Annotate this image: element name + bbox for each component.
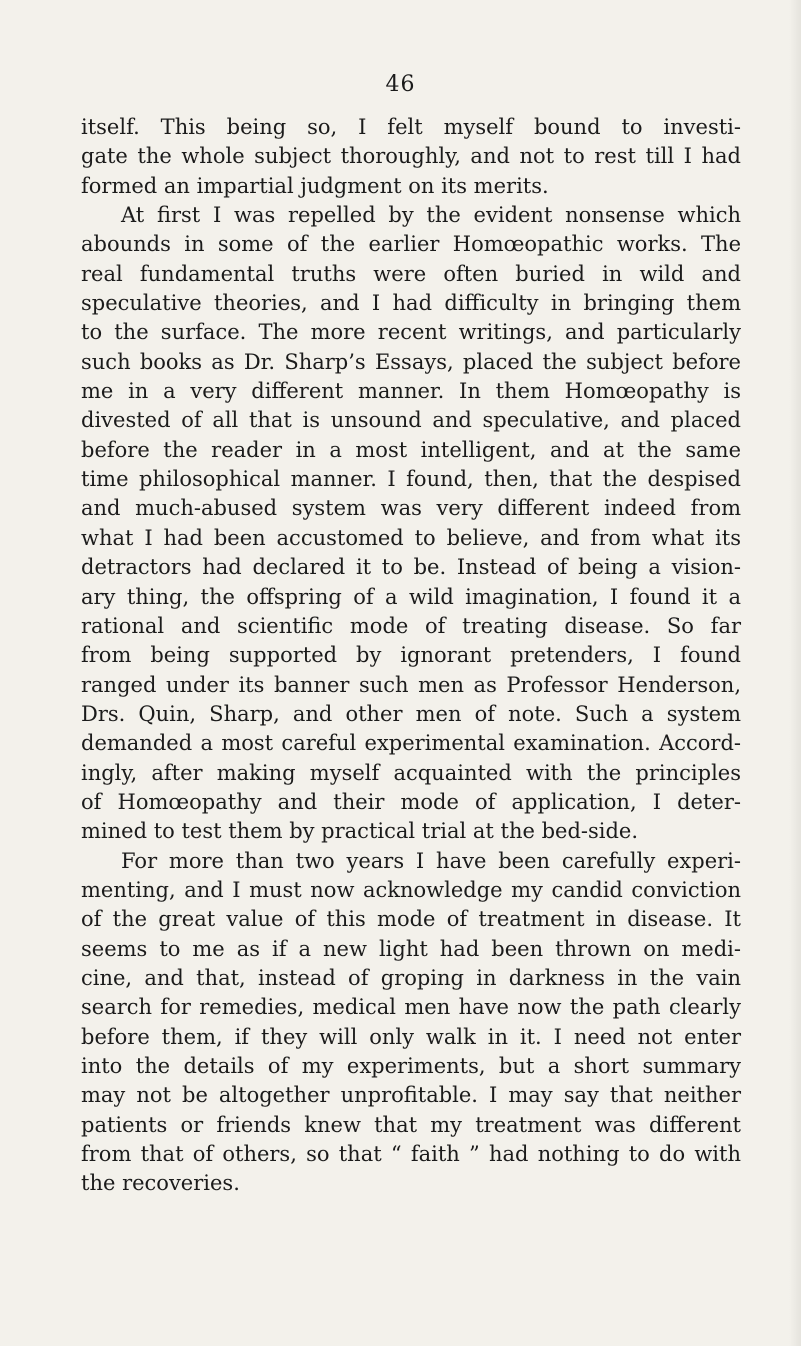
text-line: mined to test them by practical trial at the bed-side. (81, 819, 639, 844)
page-edge-shadow (789, 0, 801, 1346)
text-line: For more than two years I have been carefully experi- (121, 848, 741, 873)
text-line: from being supported by ignorant pretenders, I found (81, 643, 741, 668)
text-line: real fundamental truths were often buried in wild and (81, 261, 741, 286)
text-line: such books as Dr. Sharp’s Essays, placed the subject before (81, 349, 741, 374)
text-line: patients or friends knew that my treatment was different (81, 1112, 741, 1137)
text-line: before the reader in a most intelligent, and at the same (81, 437, 741, 462)
text-line: me in a very different manner. In them Homœopathy is (81, 379, 741, 404)
body-text (81, 113, 741, 1199)
text-line: to the surface. The more recent writings, and particularly (81, 320, 741, 345)
text-line: what I had been accustomed to believe, and from what its (81, 525, 741, 550)
page-number: 46 (385, 72, 416, 97)
text-line: menting, and I must now acknowledge my candid conviction (81, 877, 741, 902)
text-line: divested of all that is unsound and speculative, and placed (81, 408, 741, 433)
text-line: may not be altogether unprofitable. I may say that neither (81, 1083, 741, 1108)
text-line: demanded a most careful experimental examination. Accord- (81, 731, 741, 756)
text-line: the recoveries. (81, 1171, 240, 1196)
text-line: ary thing, the offspring of a wild imagination, I found it a (81, 584, 741, 609)
text-line: detractors had declared it to be. Instead of being a vision- (81, 555, 741, 580)
text-line: At first I was repelled by the evident nonsense which (121, 203, 741, 228)
text-line: seems to me as if a new light had been thrown on medi- (81, 936, 741, 961)
text-line: of Homœopathy and their mode of application, I deter- (81, 789, 741, 814)
text-line: rational and scientific mode of treating disease. So far (81, 613, 741, 638)
text-line: search for remedies, medical men have now the path clearly (81, 995, 741, 1020)
text-line: gate the whole subject thoroughly, and not to rest till I had (81, 144, 741, 169)
text-line: abounds in some of the earlier Homœopathic works. The (81, 232, 741, 257)
text-line: formed an impartial judgment on its merits. (81, 173, 549, 198)
text-line: of the great value of this mode of treatment in disease. It (81, 907, 741, 932)
text-line: time philosophical manner. I found, then, that the despised (81, 467, 741, 492)
text-line: before them, if they will only walk in it. I need not enter (81, 1024, 741, 1049)
text-line: ranged under its banner such men as Professor Henderson, (81, 672, 741, 697)
text-line: ingly, after making myself acquainted with the principles (81, 760, 741, 785)
text-line: from that of others, so that “ faith ” had nothing to do with (81, 1142, 741, 1167)
text-line: speculative theories, and I had difficulty in bringing them (81, 291, 741, 316)
text-line: into the details of my experiments, but a short summary (81, 1054, 741, 1078)
text-line: and much-abused system was very different indeed from (81, 496, 741, 521)
text-line: itself. This being so, I felt myself bound to investi- (81, 115, 741, 139)
text-line: Drs. Quin, Sharp, and other men of note. Such a system (81, 701, 741, 726)
text-line: cine, and that, instead of groping in darkness in the vain (81, 965, 741, 990)
